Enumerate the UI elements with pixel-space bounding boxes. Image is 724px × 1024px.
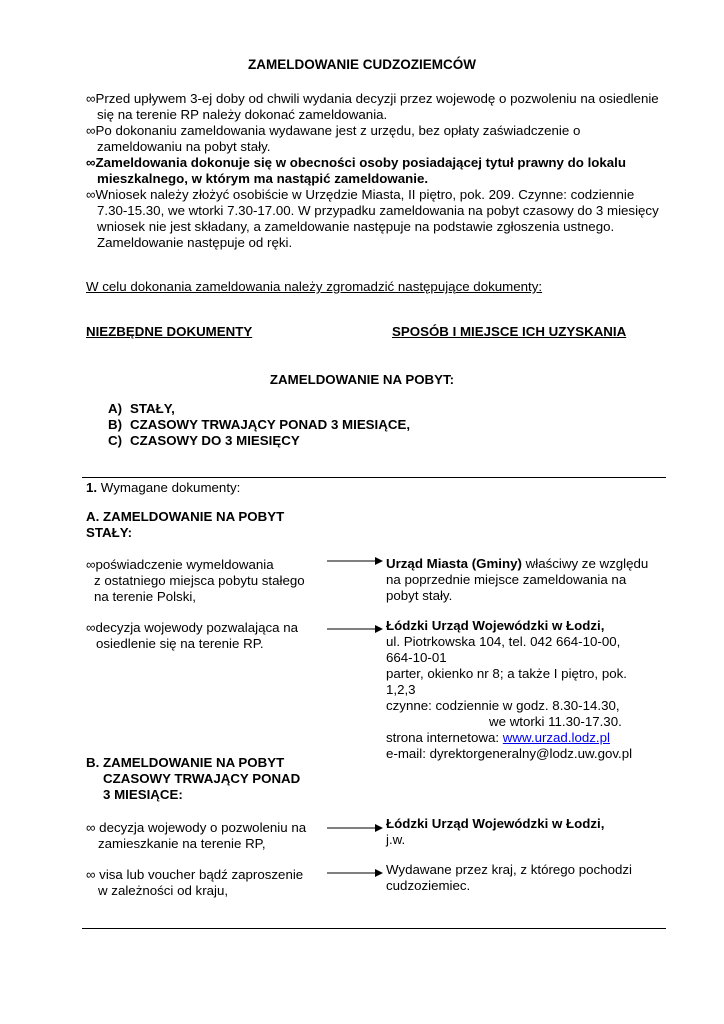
email-address: e-mail: dyrektorgeneralny@lodz.uw.gov.pl bbox=[386, 746, 633, 761]
b-source-2: Wydawane przez kraj, z którego pochodzi cudzoziemiec. bbox=[386, 862, 632, 893]
b-document-2: ∞ visa lub voucher bądź zaproszenie w zależności od kraju, bbox=[86, 867, 304, 898]
b-source-1: Łódzki Urząd Wojewódzki w Łodzi, j.w. bbox=[386, 816, 605, 847]
a-source-1: Urząd Miasta (Gminy) właściwy ze względu na poprzednie miejsce zameldowania na pobyt stały. bbox=[386, 556, 649, 603]
intro-text: W celu dokonania zameldowania należy zgromadzić następujące dokumenty: bbox=[86, 279, 543, 294]
infinity-icon: ∞ bbox=[86, 820, 96, 835]
b-document-1: ∞ decyzja wojewody o pozwoleniu na zamieszkanie na terenie RP, bbox=[86, 820, 307, 851]
infinity-icon: ∞ bbox=[86, 187, 96, 202]
required-docs-label: 1. Wymagane dokumenty: bbox=[86, 480, 241, 495]
infinity-icon: ∞ bbox=[86, 123, 96, 138]
infinity-icon: ∞ bbox=[86, 91, 96, 106]
website-link[interactable]: www.urzad.lodz.pl bbox=[502, 730, 610, 745]
a-document-2: ∞decyzja wojewody pozwalająca na osiedlenie się na terenie RP. bbox=[86, 620, 299, 651]
infinity-icon: ∞ bbox=[86, 620, 96, 635]
type-item: B) CZASOWY TRWAJĄCY PONAD 3 MIESIĄCE, bbox=[108, 417, 411, 432]
a-source-2: Łódzki Urząd Wojewódzki w Łodzi, ul. Piotrkowska 104, tel. 042 664-10-00, 664-10-01 parter, okienko nr 8; a także I piętro, pok. 1,2,3 czynne: codziennie w godz. 8.30-14.30, we wtorki 11.30-17.30. strona internetowa: www.urzad.lodz.pl e-mail: dyrektorgeneralny@lodz.uw.gov.pl bbox=[386, 618, 666, 762]
infinity-icon: ∞ bbox=[86, 155, 96, 170]
bullet-4: ∞Wniosek należy złożyć osobiście w Urzędzie Miasta, II piętro, pok. 209. Czynne: codziennie 7.30-15.30, we wtorki 7.30-17.00. W przypadku zameldowania na pobyt czasowy do 3 miesięcy wniosek nie jest składany, a zameldowanie następuje na podstawie zgłoszenia ustnego. Zameldowanie następuje od ręki. bbox=[86, 187, 659, 250]
infinity-icon: ∞ bbox=[86, 557, 96, 572]
types-list bbox=[108, 401, 410, 449]
page-title: ZAMELDOWANIE CUDZOZIEMCÓW bbox=[248, 57, 476, 72]
arrow-right-icon bbox=[327, 624, 383, 634]
section-b-heading: B. ZAMELDOWANIE NA POBYT CZASOWY TRWAJĄCY PONAD 3 MIESIĄCE: bbox=[86, 755, 301, 802]
bullet-1: ∞Przed upływem 3-ej doby od chwili wydania decyzji przez wojewodę o pozwoleniu na osiedlenie się na terenie RP należy dokonać zameldowania. bbox=[86, 91, 659, 122]
bullet-2: ∞Po dokonaniu zameldowania wydawane jest z urzędu, bez opłaty zaświadczenie o zameldowaniu na pobyt stały. bbox=[86, 123, 581, 154]
arrow-right-icon bbox=[327, 556, 383, 566]
a-document-1: ∞poświadczenie wymeldowania z ostatniego miejsca pobytu stałego na terenie Polski, bbox=[86, 557, 305, 604]
arrow-right-icon bbox=[327, 823, 383, 833]
divider bbox=[82, 928, 666, 929]
column-header-documents: NIEZBĘDNE DOKUMENTY bbox=[86, 324, 253, 339]
bullet-3: ∞Zameldowania dokonuje się w obecności osoby posiadającej tytuł prawny do lokalu mieszkalnego, w którym ma nastąpić zameldowanie. bbox=[86, 155, 627, 186]
type-item: C) CZASOWY DO 3 MIESIĘCY bbox=[108, 433, 300, 448]
arrow-right-icon bbox=[327, 868, 383, 878]
column-header-source: SPOSÓB I MIEJSCE ICH UZYSKANIA bbox=[392, 324, 627, 339]
section-a-heading: A. ZAMELDOWANIE NA POBYT STAŁY: bbox=[86, 509, 285, 540]
infinity-icon: ∞ bbox=[86, 867, 96, 882]
type-item: A) STAŁY, bbox=[108, 401, 175, 416]
section-title: ZAMELDOWANIE NA POBYT: bbox=[269, 372, 455, 387]
divider bbox=[82, 477, 666, 478]
